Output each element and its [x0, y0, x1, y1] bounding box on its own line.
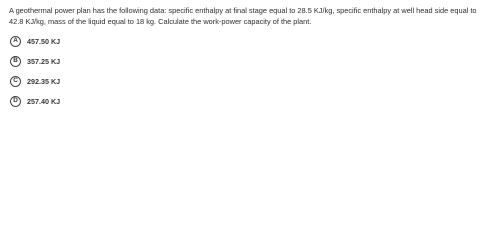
option-label: 357.25 KJ — [27, 57, 61, 66]
option-a[interactable] — [9, 35, 489, 48]
option-letter-badge: C — [10, 76, 21, 87]
option-letter-badge: B — [10, 56, 21, 67]
option-label: 257.40 KJ — [27, 97, 61, 106]
option-letter-badge: D — [10, 96, 21, 107]
option-d[interactable] — [9, 95, 489, 108]
option-label: 292.35 KJ — [27, 77, 61, 86]
option-b[interactable] — [9, 55, 489, 68]
option-letter-badge: A — [10, 36, 21, 47]
answer-options — [9, 35, 489, 108]
question-text: A geothermal power plan has the following data: specific enthalpy at final stage equal to 28.5 KJ/kg, specific enthalpy at well head side equal to 42.8 KJ/kg, mass of the liquid equal to 18 kg. Calculate the work-power capacity of the plant. — [9, 6, 477, 26]
option-c[interactable] — [9, 75, 489, 88]
option-label: 457.50 KJ — [27, 37, 61, 46]
